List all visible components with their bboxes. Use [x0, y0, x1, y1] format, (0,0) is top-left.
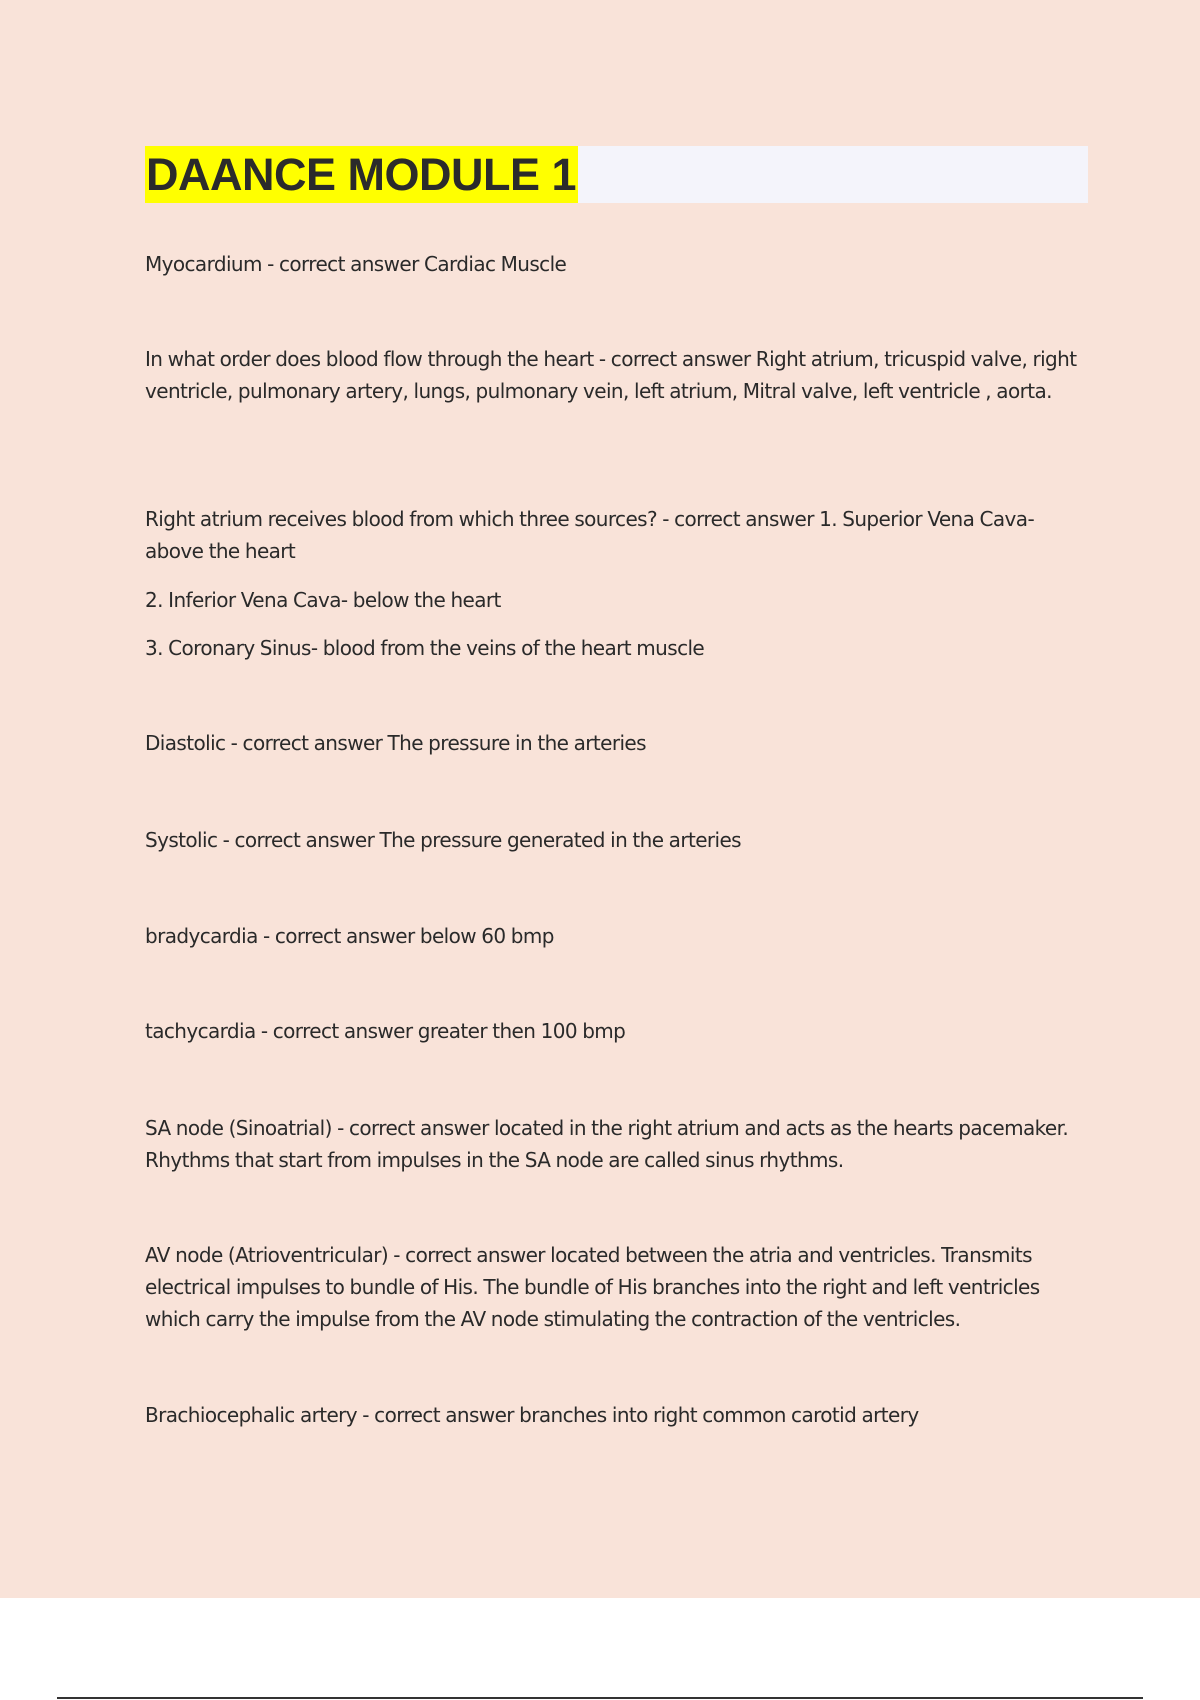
- entry-myocardium: Myocardium - correct answer Cardiac Muscle: [145, 252, 567, 276]
- entry-bradycardia: bradycardia - correct answer below 60 bmp: [145, 924, 554, 948]
- entry-diastolic: Diastolic - correct answer The pressure in the arteries: [145, 731, 646, 755]
- entry-inferior-vena-cava: 2. Inferior Vena Cava- below the heart: [145, 588, 501, 612]
- entry-systolic: Systolic - correct answer The pressure generated in the arteries: [145, 828, 742, 852]
- document-title: DAANCE MODULE 1: [145, 146, 578, 203]
- entry-right-atrium-sources: Right atrium receives blood from which three sources? - correct answer 1. Superior Vena Cava- above the heart: [145, 507, 1035, 563]
- entry-brachiocephalic-artery: Brachiocephalic artery - correct answer branches into right common carotid artery: [145, 1403, 919, 1427]
- entry-blood-flow-order: In what order does blood flow through the heart - correct answer Right atrium, tricuspid valve, right ventricle, pulmonary artery, lungs, pulmonary vein, left atrium, Mitral valve, left ventricle , aorta.: [145, 347, 1077, 403]
- entry-tachycardia: tachycardia - correct answer greater then 100 bmp: [145, 1019, 626, 1043]
- entry-sa-node: SA node (Sinoatrial) - correct answer located in the right atrium and acts as the hearts pacemaker. Rhythms that start from impulses in the SA node are called sinus rhythms.: [145, 1116, 1069, 1172]
- entry-coronary-sinus: 3. Coronary Sinus- blood from the veins of the heart muscle: [145, 636, 705, 660]
- footer-divider: [57, 1697, 1143, 1699]
- entry-av-node: AV node (Atrioventricular) - correct answer located between the atria and ventricles. Transmits electrical impulses to bundle of His. The bundle of His branches into the right and left ventricles which carry the impulse from the AV node stimulating the contraction of the ventricles.: [145, 1243, 1040, 1331]
- title-bar: [145, 146, 1088, 203]
